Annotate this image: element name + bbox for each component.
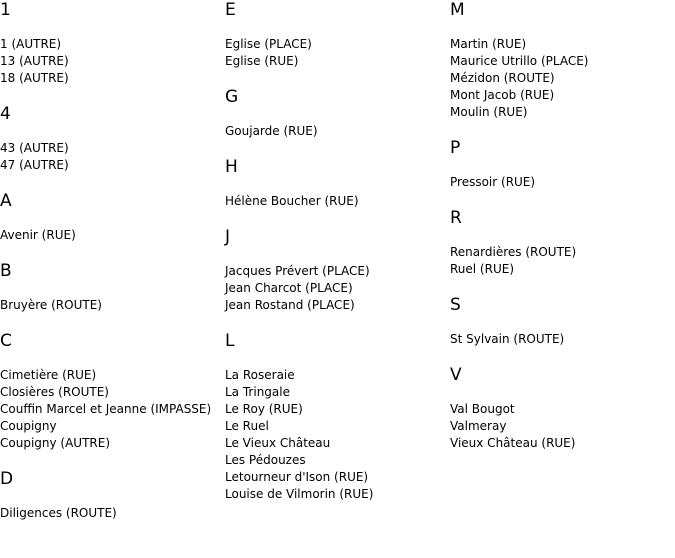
letter-group-4 (0, 104, 225, 174)
letter-group-e (225, 0, 450, 70)
street-list (450, 244, 675, 278)
street-list-item[interactable]: Diligences (ROUTE) (0, 506, 117, 520)
street-list (225, 36, 450, 70)
street-list-item[interactable]: Coupigny (0, 419, 57, 433)
street-list-item[interactable]: 13 (AUTRE) (0, 54, 69, 68)
street-list (450, 401, 675, 452)
street-list (0, 36, 225, 87)
street-list-item[interactable]: Pressoir (RUE) (450, 175, 536, 189)
street-list-item[interactable]: Jean Charcot (PLACE) (225, 281, 353, 295)
group-letter-heading: H (225, 157, 238, 177)
street-list (0, 505, 225, 522)
group-letter-heading: G (225, 87, 239, 107)
letter-group-s (450, 295, 675, 348)
street-list-item[interactable]: La Tringale (225, 385, 290, 399)
letter-group-l (225, 331, 450, 503)
street-list-item[interactable]: St Sylvain (ROUTE) (450, 332, 565, 346)
street-list-item[interactable]: Le Roy (RUE) (225, 402, 303, 416)
letter-group-m (450, 0, 675, 121)
street-list-item[interactable]: Eglise (PLACE) (225, 37, 312, 51)
group-letter-heading: J (225, 227, 231, 247)
street-list-item[interactable]: Renardières (ROUTE) (450, 245, 577, 259)
street-list-item[interactable]: Bruyère (ROUTE) (0, 298, 102, 312)
street-list (0, 297, 225, 314)
street-list-item[interactable]: La Roseraie (225, 368, 295, 382)
letter-group-h (225, 157, 450, 210)
street-list (225, 263, 450, 314)
street-list (225, 193, 450, 210)
letter-group-a (0, 191, 225, 244)
group-letter-heading: 1 (0, 0, 11, 20)
group-letter-heading: C (0, 331, 12, 351)
group-letter-heading: E (225, 0, 236, 20)
letter-group-r (450, 208, 675, 278)
street-list-item[interactable]: Jean Rostand (PLACE) (225, 298, 355, 312)
street-list-item[interactable]: Louise de Vilmorin (RUE) (225, 487, 374, 501)
street-list (225, 123, 450, 140)
street-list-item[interactable]: Cimetière (RUE) (0, 368, 97, 382)
group-letter-heading: B (0, 261, 12, 281)
letter-group-g (225, 87, 450, 140)
street-list (450, 174, 675, 191)
letter-group-v (450, 365, 675, 452)
street-list-item[interactable]: Moulin (RUE) (450, 105, 528, 119)
street-list-item[interactable]: Ruel (RUE) (450, 262, 515, 276)
street-index-column-3 (450, 0, 675, 452)
street-list-item[interactable]: Vieux Château (RUE) (450, 436, 576, 450)
letter-group-p (450, 138, 675, 191)
street-list-item[interactable]: 47 (AUTRE) (0, 158, 69, 172)
group-letter-heading: M (450, 0, 465, 20)
street-list-item[interactable]: Maurice Utrillo (PLACE) (450, 54, 589, 68)
street-list-item[interactable]: Closières (ROUTE) (0, 385, 109, 399)
street-list-item[interactable]: Goujarde (RUE) (225, 124, 318, 138)
street-list-item[interactable]: Jacques Prévert (PLACE) (225, 264, 370, 278)
street-list-item[interactable]: Couffin Marcel et Jeanne (IMPASSE) (0, 402, 212, 416)
street-list-item[interactable]: Le Vieux Château (225, 436, 331, 450)
street-list-item[interactable]: Les Pédouzes (225, 453, 306, 467)
street-list-item[interactable]: Martin (RUE) (450, 37, 527, 51)
group-letter-heading: L (225, 331, 235, 351)
street-index-column-1 (0, 0, 225, 522)
group-letter-heading: P (450, 138, 461, 158)
street-list-item[interactable]: Hélène Boucher (RUE) (225, 194, 359, 208)
street-index-column-2 (225, 0, 450, 503)
group-letter-heading: R (450, 208, 462, 228)
letter-group-j (225, 227, 450, 314)
street-list-item[interactable]: Letourneur d'Ison (RUE) (225, 470, 369, 484)
letter-group-c (0, 331, 225, 452)
street-list-item[interactable]: Coupigny (AUTRE) (0, 436, 111, 450)
group-letter-heading: A (0, 191, 12, 211)
street-list (0, 227, 225, 244)
street-list (0, 367, 225, 452)
street-list-item[interactable]: Mézidon (ROUTE) (450, 71, 555, 85)
letter-group-d (0, 469, 225, 522)
street-list-item[interactable]: 1 (AUTRE) (0, 37, 62, 51)
street-list-item[interactable]: 43 (AUTRE) (0, 141, 69, 155)
letter-group-1 (0, 0, 225, 87)
group-letter-heading: S (450, 295, 461, 315)
street-list (225, 367, 450, 503)
street-list (450, 36, 675, 121)
group-letter-heading: V (450, 365, 462, 385)
street-list-item[interactable]: Val Bougot (450, 402, 515, 416)
street-list-item[interactable]: Eglise (RUE) (225, 54, 299, 68)
street-list-item[interactable]: Le Ruel (225, 419, 269, 433)
street-list-item[interactable]: 18 (AUTRE) (0, 71, 69, 85)
group-letter-heading: D (0, 469, 14, 489)
letter-group-b (0, 261, 225, 314)
street-list-item[interactable]: Avenir (RUE) (0, 228, 76, 242)
street-list (0, 140, 225, 174)
street-list-item[interactable]: Mont Jacob (RUE) (450, 88, 555, 102)
group-letter-heading: 4 (0, 104, 11, 124)
street-list (450, 331, 675, 348)
street-list-item[interactable]: Valmeray (450, 419, 507, 433)
